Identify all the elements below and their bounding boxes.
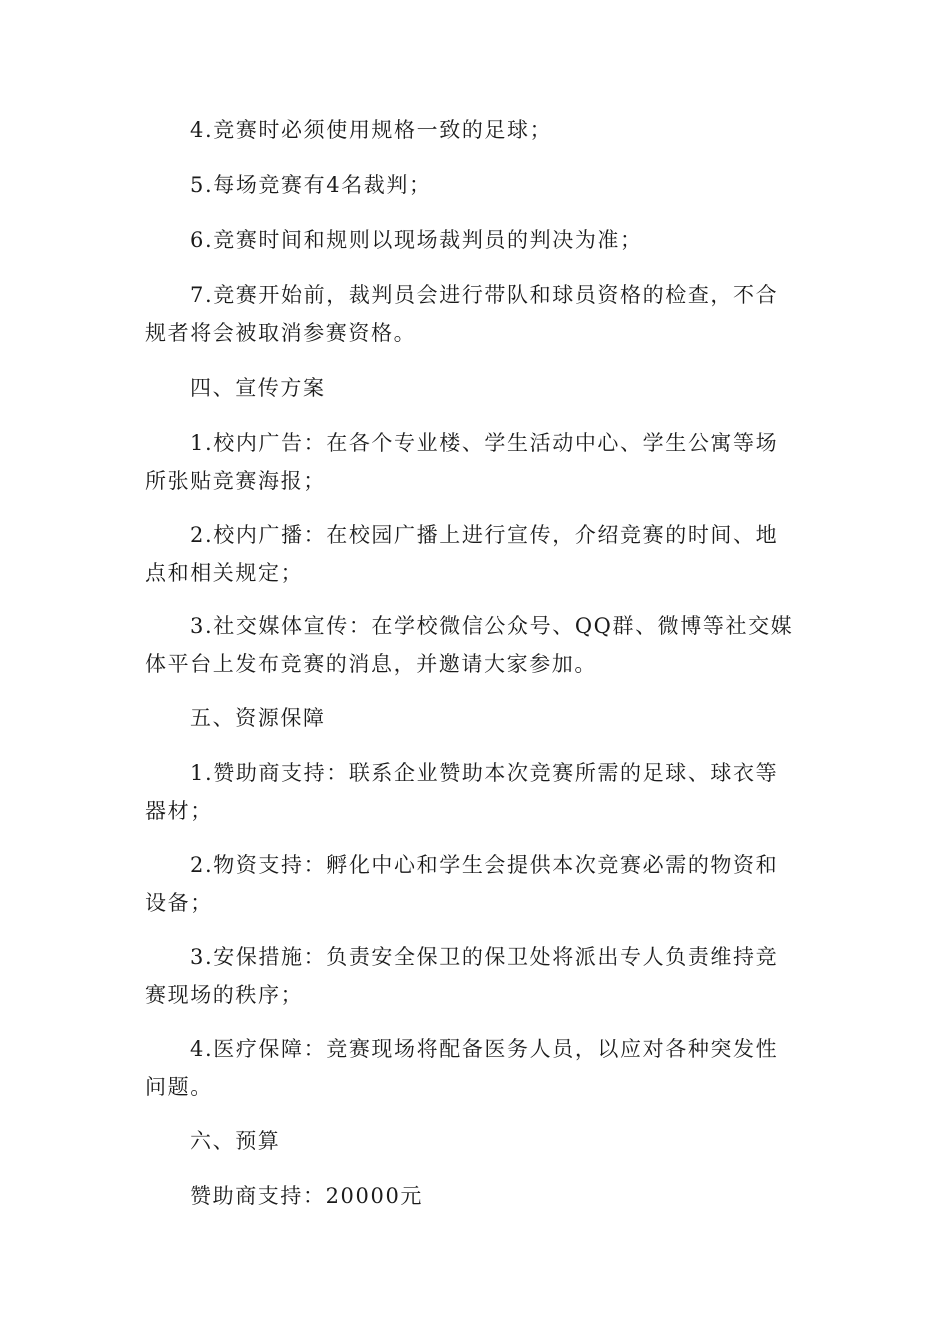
- rule-item-5: 5.每场竞赛有4名裁判；: [190, 173, 432, 197]
- rule-item-7: 7.竞赛开始前，裁判员会进行带队和球员资格的检查，不合规者将会被取消参赛资格。: [145, 283, 779, 345]
- section-heading-publicity: 四、宣传方案: [190, 376, 326, 400]
- publicity-item-1: 1.校内广告：在各个专业楼、学生活动中心、学生公寓等场所张贴竞赛海报；: [145, 431, 779, 493]
- section-heading-budget: 六、预算: [190, 1129, 281, 1153]
- publicity-item-3: 3.社交媒体宣传：在学校微信公众号、QQ群、微博等社交媒体平台上发布竞赛的消息，并邀请大家参加。: [145, 614, 794, 676]
- resource-item-2: 2.物资支持：孵化中心和学生会提供本次竞赛必需的物资和设备；: [145, 853, 779, 915]
- rule-item-6: 6.竞赛时间和规则以现场裁判员的判决为准；: [190, 228, 643, 252]
- publicity-item-2: 2.校内广播：在校园广播上进行宣传，介绍竞赛的时间、地点和相关规定；: [145, 523, 779, 585]
- resource-item-1: 1.赞助商支持：联系企业赞助本次竞赛所需的足球、球衣等器材；: [145, 761, 779, 823]
- resource-item-3: 3.安保措施：负责安全保卫的保卫处将派出专人负责维持竞赛现场的秩序；: [145, 945, 779, 1007]
- section-heading-resources: 五、资源保障: [190, 706, 326, 730]
- rule-item-4: 4.竞赛时必须使用规格一致的足球；: [190, 118, 553, 142]
- budget-item-sponsor: 赞助商支持：20000元: [190, 1184, 424, 1208]
- resource-item-4: 4.医疗保障：竞赛现场将配备医务人员，以应对各种突发性问题。: [145, 1037, 779, 1099]
